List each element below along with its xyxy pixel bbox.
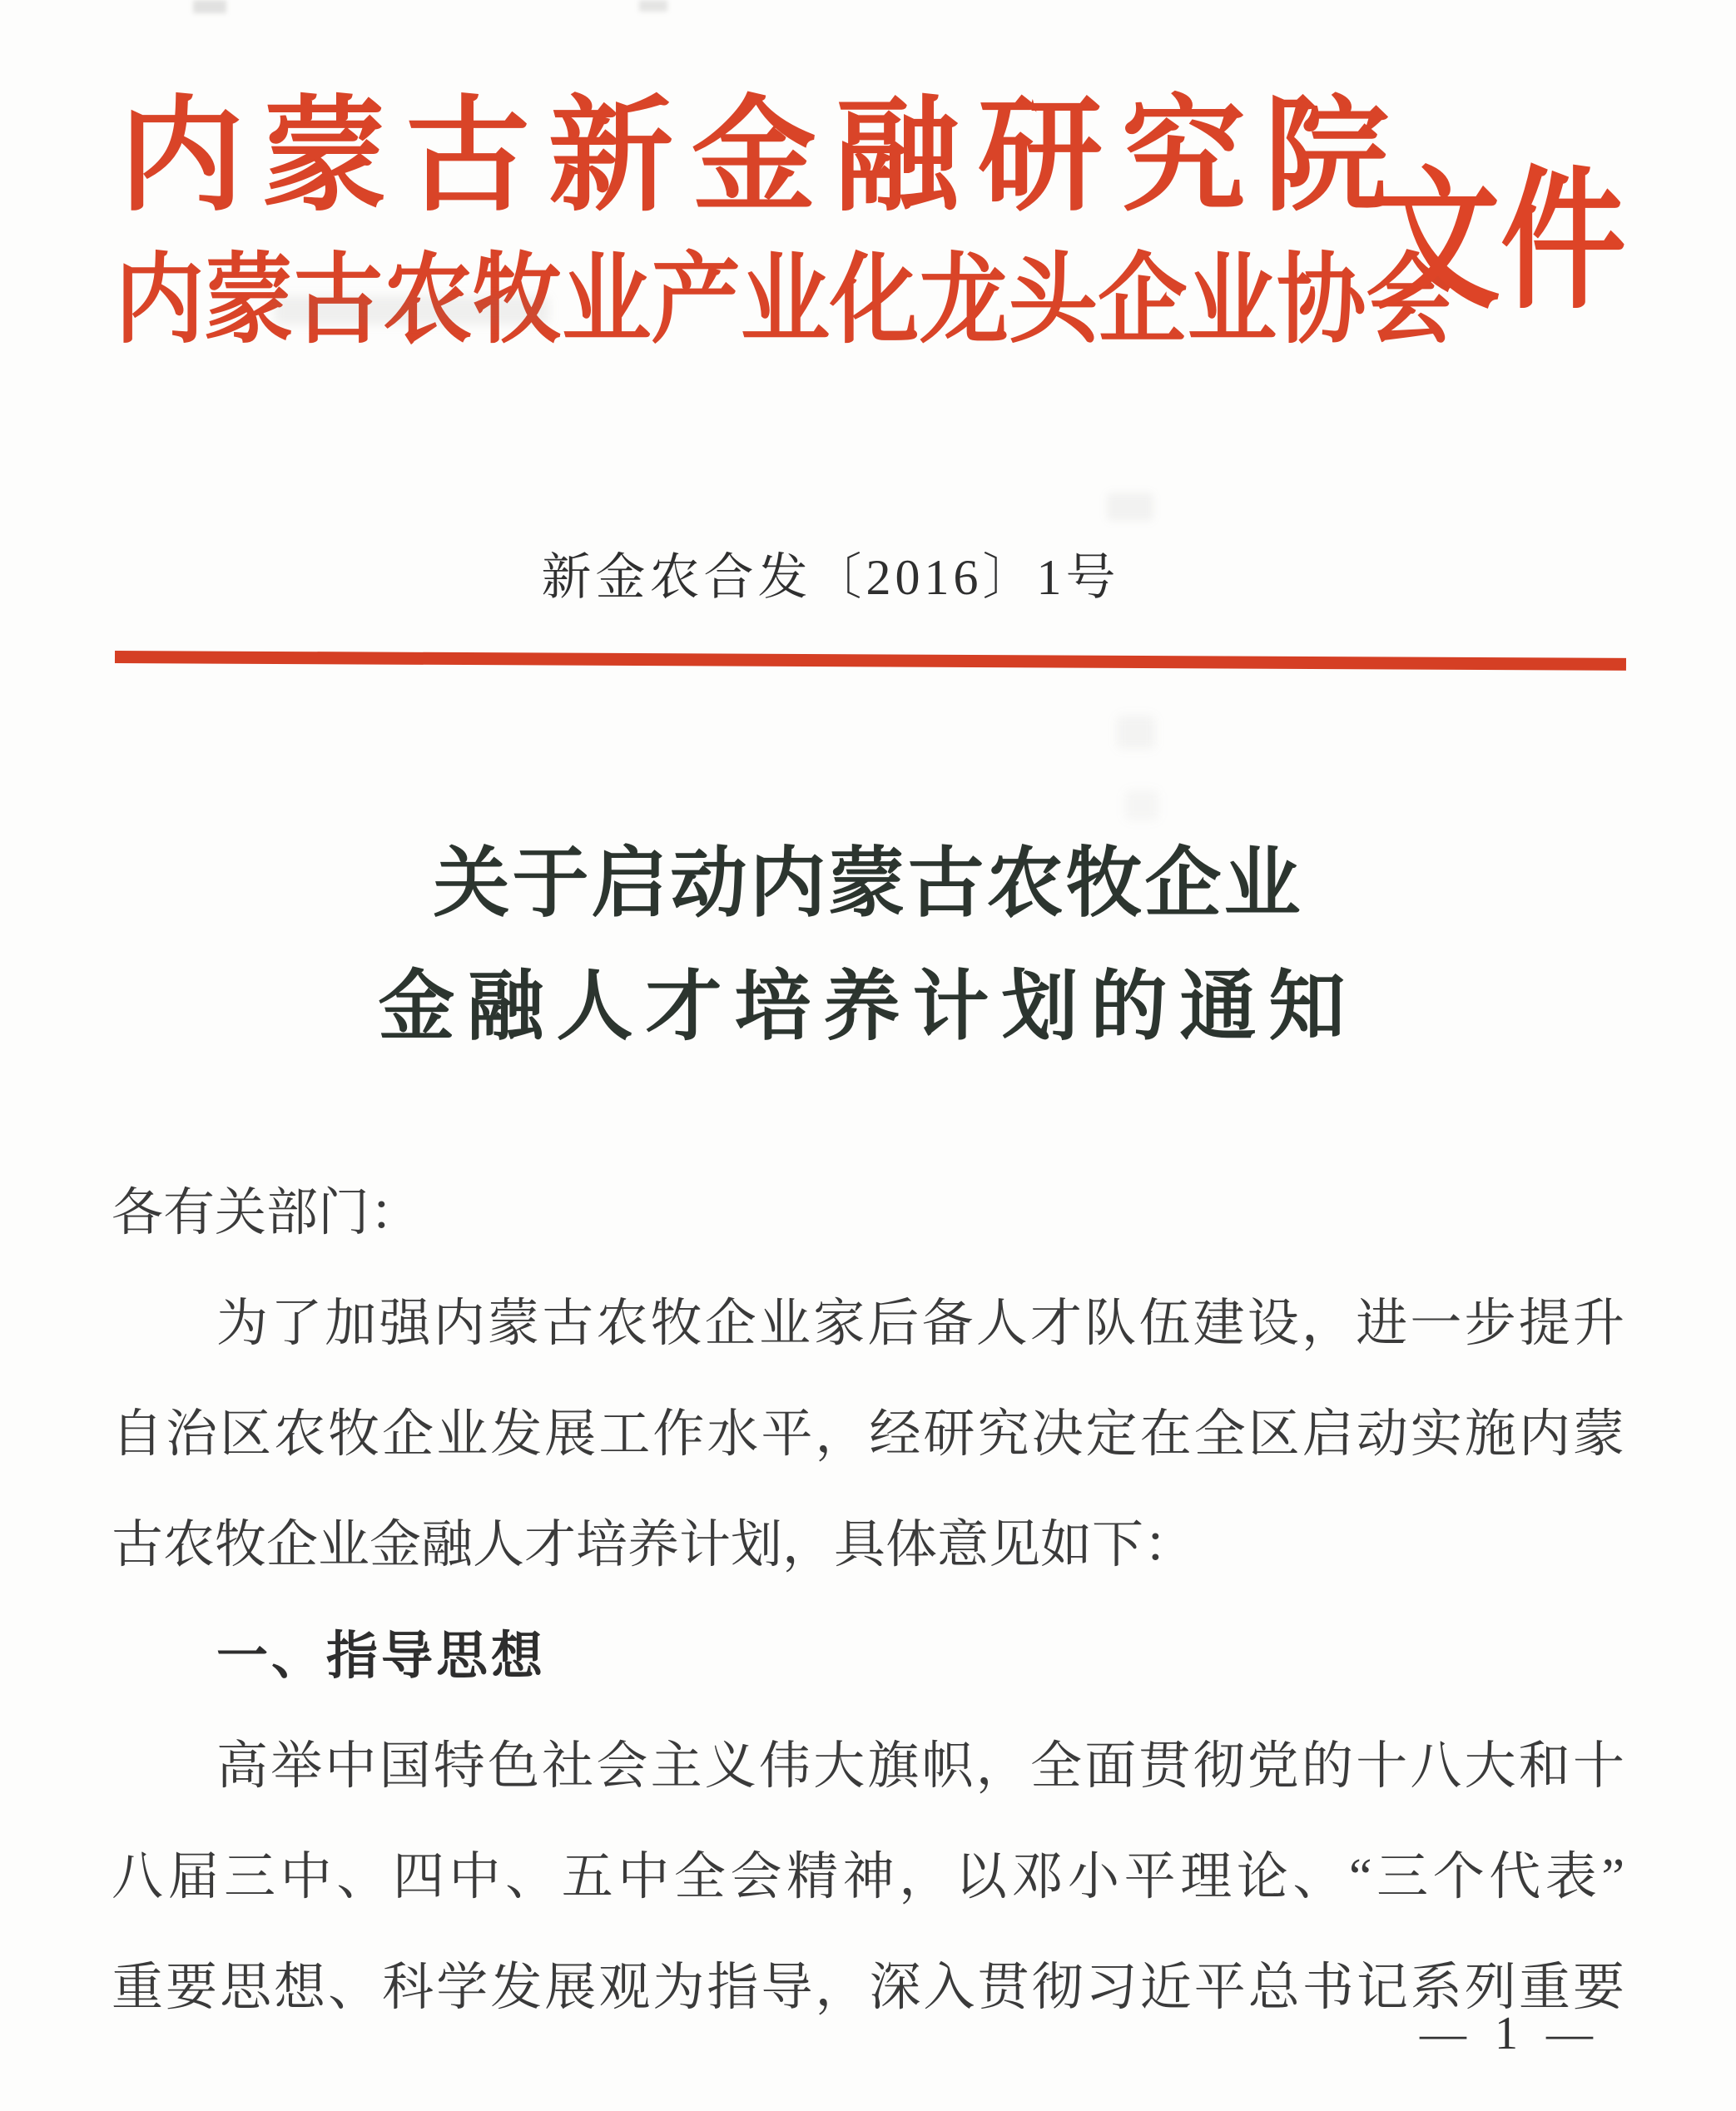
document-title-line2: 金融人才培养计划的通知 [378, 964, 1358, 1049]
scan-bleedthrough-ghost [1125, 790, 1158, 820]
section-heading: 一、指导思想 [216, 1628, 547, 1685]
red-divider-line [115, 651, 1626, 671]
body-line: 古农牧企业金融人才培养计划，具体意见如下： [112, 1517, 1196, 1573]
document-reference-number: 新金农合发〔2016〕1号 [541, 550, 1120, 605]
scan-smudge [193, 0, 226, 13]
letterhead-org-name-line1: 内蒙古新金融研究院 [119, 88, 1408, 226]
letterhead-doc-type-label: 文件 [1375, 157, 1626, 327]
body-line: 自治区农牧企业发展工作水平，经研究决定在全区启动实施内蒙 [112, 1406, 1624, 1463]
page-number: — 1 — [1420, 2008, 1601, 2059]
scan-bleedthrough-ghost [1117, 716, 1155, 749]
document-title [0, 841, 1736, 1049]
scan-smudge [639, 0, 667, 12]
body-line: 高举中国特色社会主义伟大旗帜，全面贯彻党的十八大和十 [216, 1738, 1624, 1795]
document-title-line1: 关于启动内蒙古农牧企业 [433, 841, 1303, 926]
document-body [112, 1158, 1624, 2044]
body-line: 八届三中、四中、五中全会精神，以邓小平理论、“三个代表” [112, 1849, 1624, 1905]
scan-bleedthrough-ghost [1107, 493, 1153, 521]
body-line: 为了加强内蒙古农牧企业家后备人才队伍建设，进一步提升 [216, 1296, 1624, 1352]
body-line: 重要思想、科学发展观为指导，深入贯彻习近平总书记系列重要 [112, 1960, 1624, 2016]
letterhead-org-name-line2: 内蒙古农牧业产业化龙头企业协会 [115, 246, 1456, 355]
salutation: 各有关部门： [112, 1185, 422, 1241]
